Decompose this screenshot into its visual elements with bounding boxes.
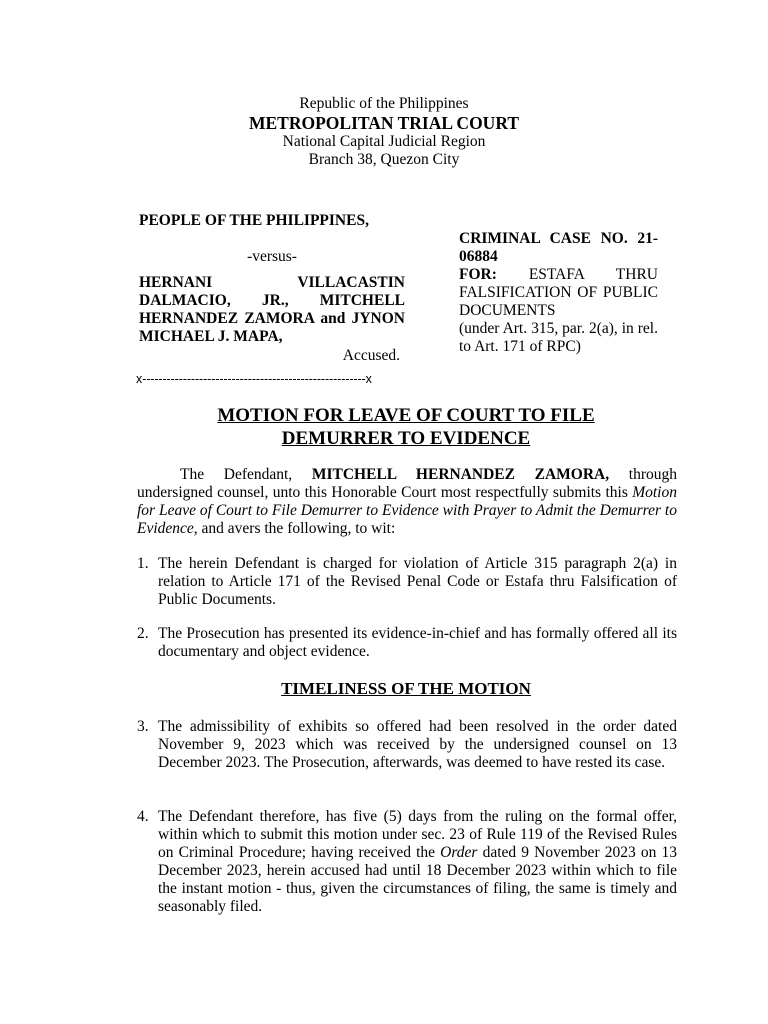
plaintiff-name: PEOPLE OF THE PHILIPPINES, [139, 212, 369, 229]
item-text [158, 808, 677, 916]
accused-names: HERNANI VILLACASTIN DALMACIO, JR., MITCHELL HERNANDEZ ZAMORA and JYNON MICHAEL J. MAPA, [139, 274, 405, 345]
item-number: 3. [137, 718, 149, 735]
intro-part-3: , and avers the following, to wit: [193, 520, 396, 537]
charge [459, 266, 658, 320]
case-caption-details [459, 230, 658, 356]
list-item [137, 555, 677, 609]
for-label: FOR: [459, 266, 497, 283]
case-caption-parties [139, 212, 405, 365]
versus-label: -versus- [247, 248, 297, 265]
section-heading: TIMELINESS OF THE MOTION [281, 679, 531, 698]
intro-part-2: through undersigned counsel, unto this Honorable Court most respectfully submits this [137, 466, 678, 501]
charge-text: ESTAFA THRU FALSIFICATION OF PUBLIC DOCUMENTS [459, 266, 658, 319]
list-item [137, 625, 677, 661]
branch-line: Branch 38, Quezon City [308, 151, 460, 168]
caption-separator: x-------------------------------------------------------x [136, 372, 372, 386]
list-item [137, 808, 677, 916]
republic-line: Republic of the Philippines [299, 95, 469, 112]
document-title [0, 404, 768, 450]
item-number: 2. [137, 625, 149, 642]
court-header [0, 95, 768, 169]
title-line-1: MOTION FOR LEAVE OF COURT TO FILE [217, 405, 595, 426]
court-name: METROPOLITAN TRIAL COURT [248, 113, 520, 133]
defendant-name: MITCHELL HERNANDEZ ZAMORA, [311, 466, 610, 483]
accused-label: Accused. [342, 347, 400, 364]
item-text-part-2: dated 9 November 2023 on 13 December 2023, herein accused had until 18 December 2023 within which to file the instant motion - thus, given the circumstances of filing, the same is timely and seasonably filed. [158, 844, 677, 915]
list-item [137, 718, 677, 772]
intro-paragraph [137, 466, 677, 538]
item-number: 4. [137, 808, 149, 825]
item-text: The admissibility of exhibits so offered had been resolved in the order dated November 9, 2023 which was received by the undersigned counsel on 13 December 2023. The Prosecution, afterwards, was deemed to have rested its case. [158, 718, 677, 771]
item-text: The Prosecution has presented its evidence-in-chief and has formally offered all its documentary and object evidence. [158, 625, 677, 660]
intro-part-1: The Defendant, [180, 466, 312, 483]
item-text-part-1: The Defendant therefore, has five (5) days from the ruling on the formal offer, within which to submit this motion under sec. 23 of Rule 119 of the Revised Rules on Criminal Procedure; having received the [158, 808, 677, 861]
case-number: CRIMINAL CASE NO. 21-06884 [459, 230, 658, 265]
item-number: 1. [137, 555, 149, 572]
item-text: The herein Defendant is charged for violation of Article 315 paragraph 2(a) in relation to Article 171 of the Revised Penal Code or Estafa thru Falsification of Public Documents. [158, 555, 677, 608]
order-word: Order [440, 844, 478, 861]
motion-title: Motion for Leave of Court to File Demurrer to Evidence with Prayer to Admit the Demurrer to Evidence [137, 484, 677, 537]
legal-reference: (under Art. 315, par. 2(a), in rel. to Art. 171 of RPC) [459, 320, 658, 355]
region-line: National Capital Judicial Region [282, 133, 486, 150]
title-line-2: DEMURRER TO EVIDENCE [281, 428, 531, 449]
